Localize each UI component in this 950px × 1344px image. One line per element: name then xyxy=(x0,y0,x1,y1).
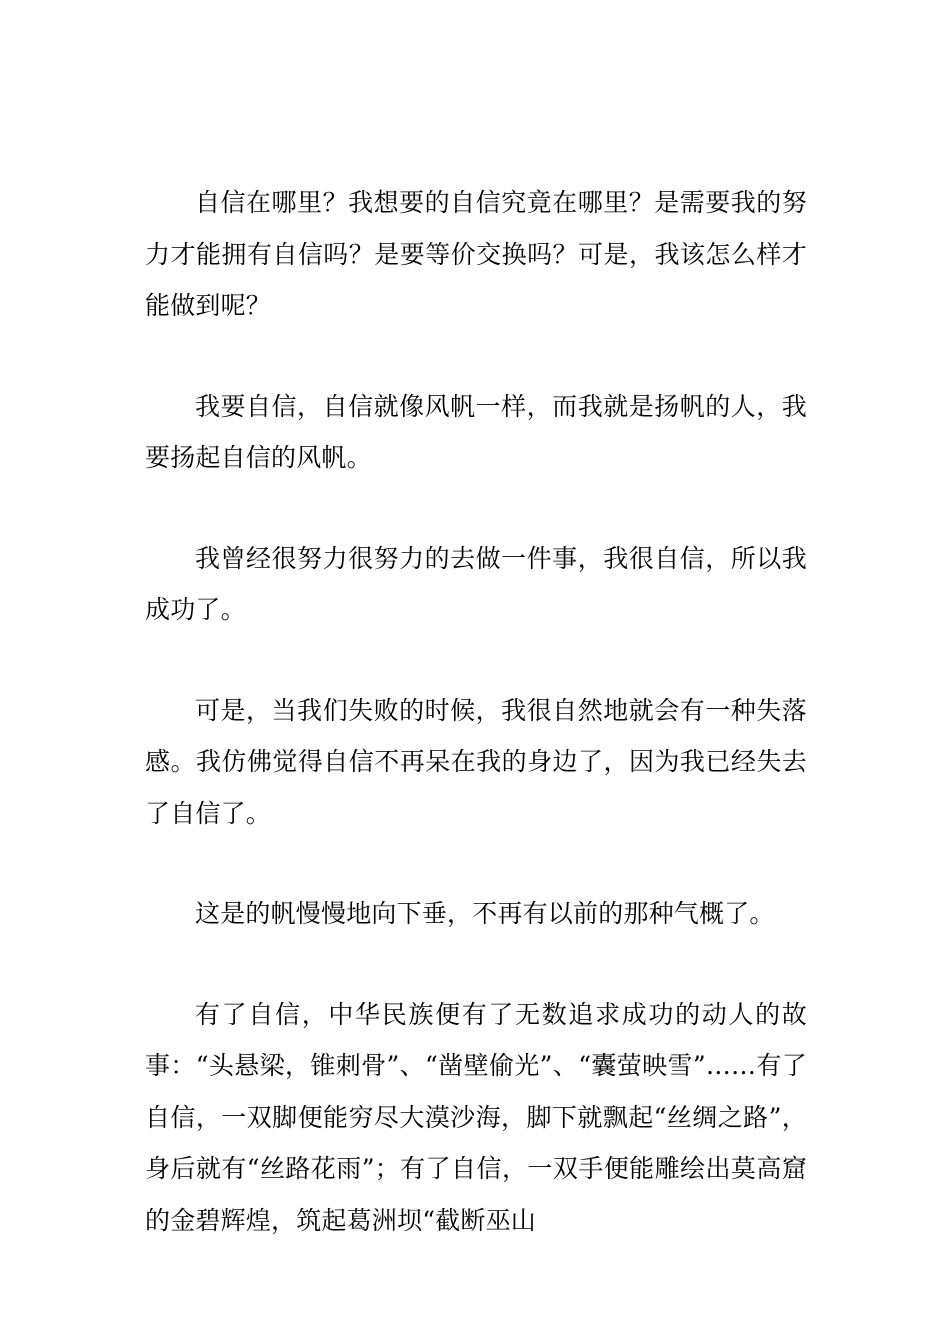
paragraph-4: 可是，当我们失败的时候，我很自然地就会有一种失落感。我仿佛觉得自信不再呆在我的身边了，因为我已经失去了自信了。 xyxy=(145,695,807,828)
paragraph-5: 这是的帆慢慢地向下垂，不再有以前的那种气概了。 xyxy=(195,899,775,928)
paragraph-2: 我要自信，自信就像风帆一样，而我就是扬帆的人，我要扬起自信的风帆。 xyxy=(145,391,807,472)
paragraph-6: 有了自信，中华民族便有了无数追求成功的动人的故事：“头悬梁，锥刺骨”、“凿壁偷光”、“囊萤映雪”……有了自信，一双脚便能穷尽大漠沙海，脚下就飘起“丝绸之路”，身后就有“丝路花雨”；有了自信，一双手便能雕绘出莫高窟的金碧辉煌，筑起葛洲坝“截断巫山 xyxy=(145,999,807,1235)
document-body xyxy=(145,177,807,1246)
paragraph-3: 我曾经很努力很努力的去做一件事，我很自信，所以我成功了。 xyxy=(145,543,807,624)
paragraph-1: 自信在哪里？我想要的自信究竟在哪里？是需要我的努力才能拥有自信吗？是要等价交换吗？可是，我该怎么样才能做到呢？ xyxy=(145,188,807,320)
